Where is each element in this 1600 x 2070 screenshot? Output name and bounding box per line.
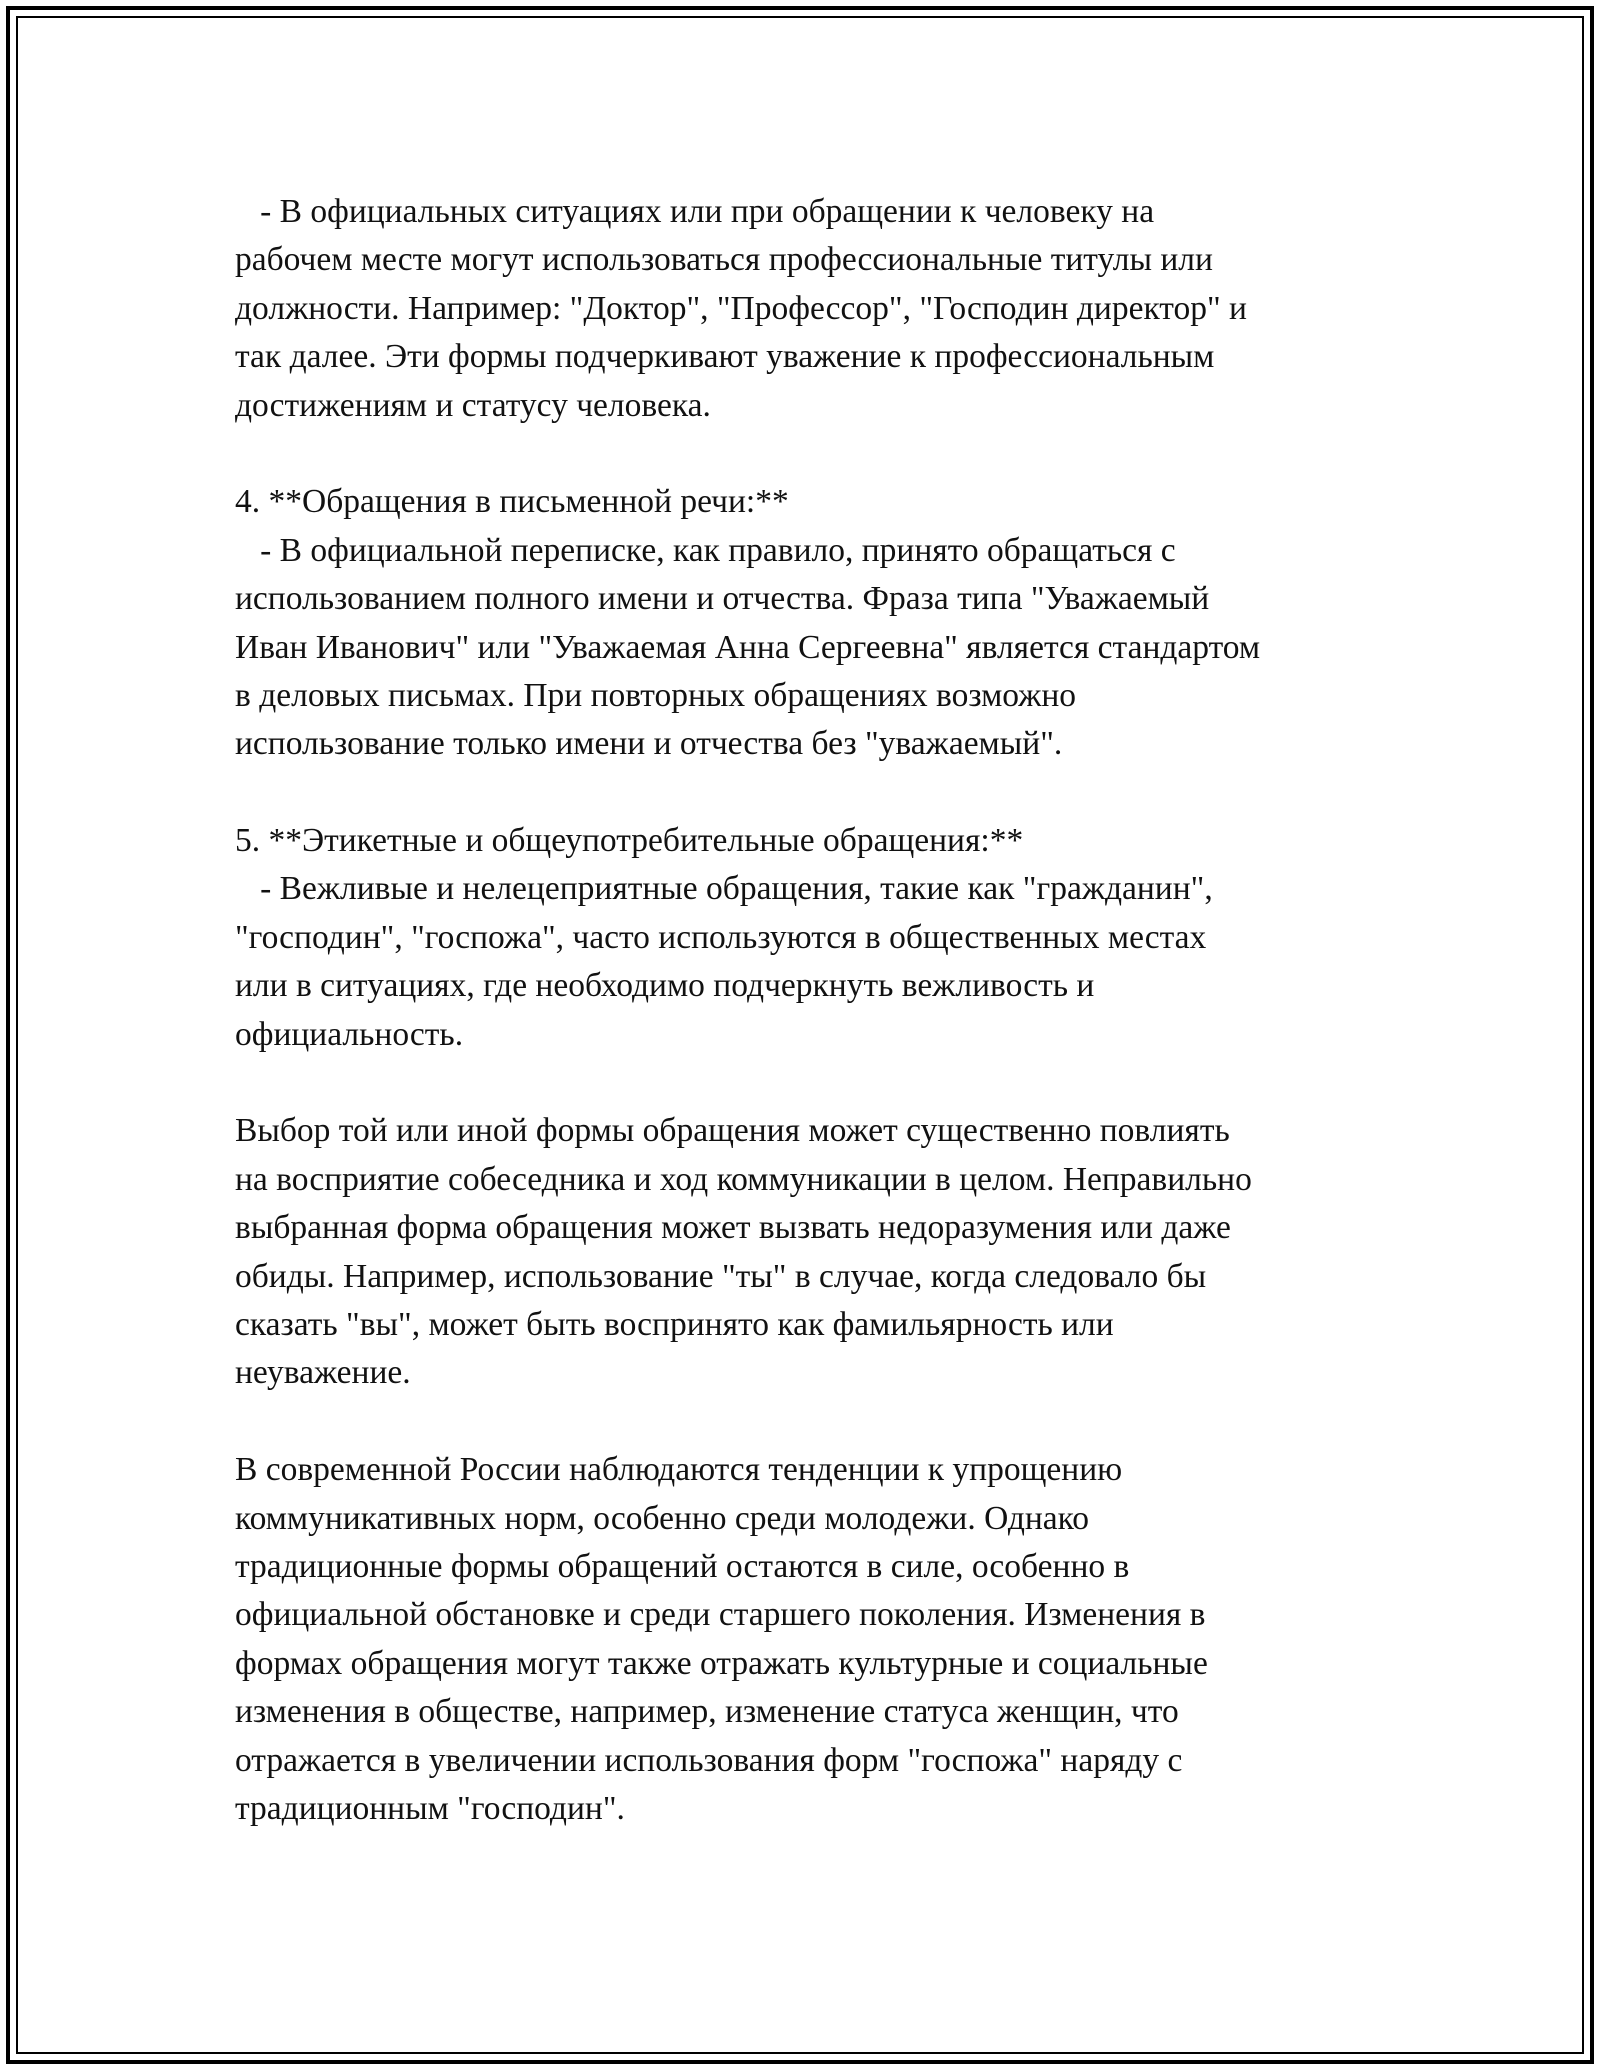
text-line: выбранная форма обращения может вызвать недоразумения или даже [235,1209,1231,1247]
text-line: Выбор той или иной формы обращения может существенно повлиять [235,1112,1230,1150]
text-line: должности. Например: "Доктор", "Профессор", "Господин директор" и [235,289,1247,327]
text-line: в деловых письмах. При повторных обращениях возможно [235,676,1077,714]
text-line: официальность. [235,1015,464,1053]
text-line: - Вежливые и нелецеприятные обращения, такие как "гражданин", [235,870,1213,908]
text-line: - В официальных ситуациях или при обращении к человеку на [235,193,1155,230]
text-line: неуважение. [235,1354,411,1392]
text-line: на восприятие собеседника и ход коммуникации в целом. Неправильно [235,1160,1252,1198]
paragraph-spacer [235,1059,1435,1107]
text-line: использование только имени и отчества без "уважаемый". [235,725,1063,763]
text-line: традиционным "господин". [235,1789,625,1827]
text-line: изменения в обществе, например, изменение статуса женщин, что [235,1693,1179,1731]
paragraph-etiquette [235,817,1435,1059]
text-line: достижениям и статусу человека. [235,386,711,424]
text-line: отражается в увеличении использования форм "госпожа" наряду с [235,1741,1183,1779]
text-line: - В официальной переписке, как правило, принято обращаться с [235,531,1176,569]
text-line: официальной обстановке и среди старшего поколения. Изменения в [235,1596,1206,1634]
section-heading: 4. **Обращения в письменной речи:** [235,483,789,521]
paragraph-spacer [235,430,1435,478]
paragraph-spacer [235,769,1435,817]
text-line: рабочем месте могут использоваться профессиональные титулы или [235,241,1213,279]
text-line: использованием полного имени и отчества. Фраза типа "Уважаемый [235,580,1210,618]
text-line: традиционные формы обращений остаются в силе, особенно в [235,1547,1130,1585]
text-line: Иван Иванович" или "Уважаемая Анна Сергеевна" является стандартом [235,628,1261,666]
text-line: так далее. Эти формы подчеркивают уважение к профессиональным [235,338,1215,376]
text-line: обиды. Например, использование "ты" в случае, когда следовало бы [235,1257,1207,1295]
text-line: "господин", "госпожа", часто используются в общественных местах [235,918,1207,956]
text-line: формах обращения могут также отражать культурные и социальные [235,1644,1208,1682]
paragraph-modern-russia [235,1446,1435,1833]
paragraph-spacer [235,1398,1435,1446]
document-body [235,188,1435,1833]
paragraph-written-speech [235,478,1435,768]
text-line: или в ситуациях, где необходимо подчеркнуть вежливость и [235,967,1095,1005]
paragraph-choice-of-form [235,1107,1435,1397]
text-line: коммуникативных норм, особенно среди молодежи. Однако [235,1499,1089,1537]
text-line: В современной России наблюдаются тенденции к упрощению [235,1451,1123,1489]
section-heading: 5. **Этикетные и общеупотребительные обращения:** [235,822,1024,860]
paragraph-titles-usage [235,188,1435,430]
text-line: сказать "вы", может быть воспринято как фамильярность или [235,1305,1114,1343]
